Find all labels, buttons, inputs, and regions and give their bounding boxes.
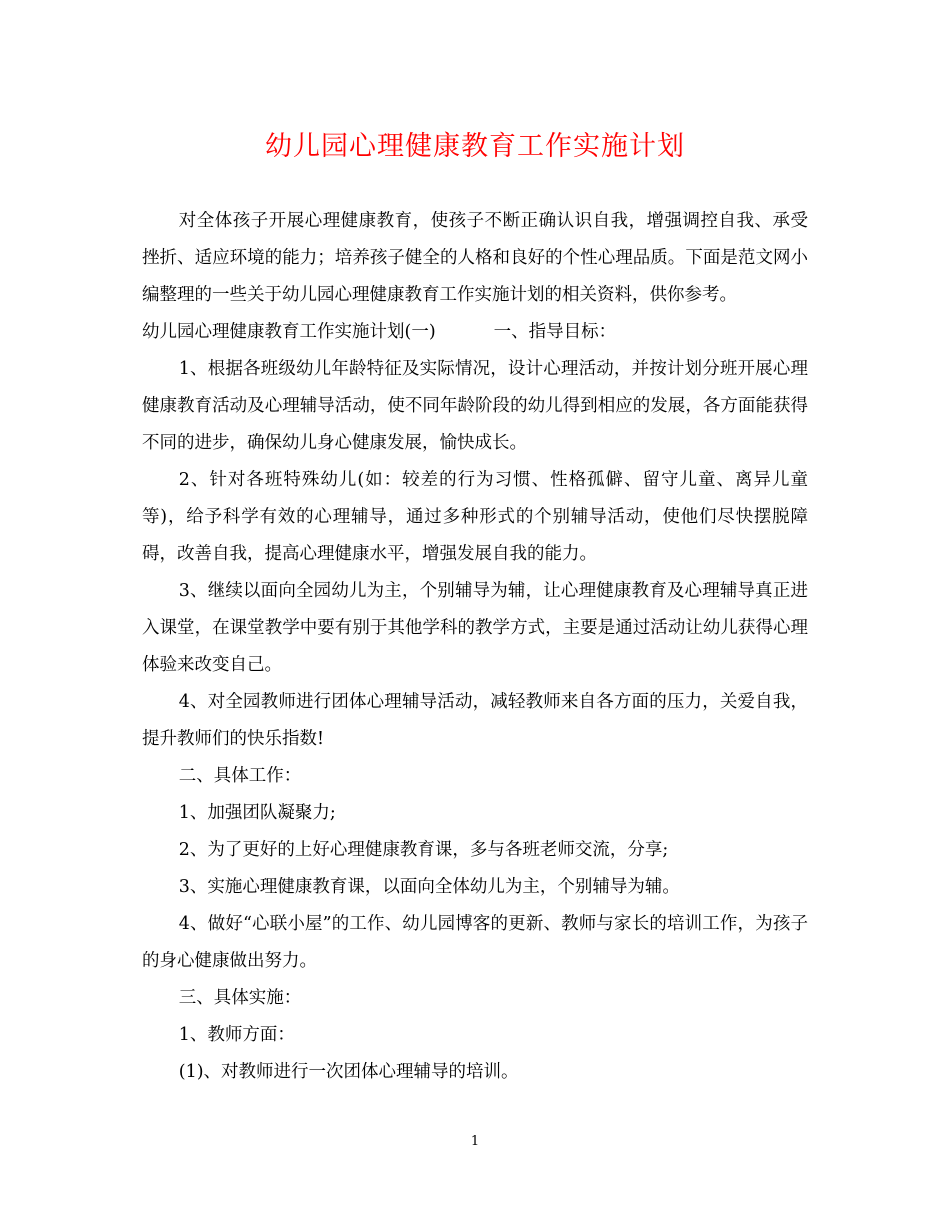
work-item: 1、加强团队凝聚力; — [178, 803, 336, 823]
section-heading-line — [142, 314, 808, 351]
goal-paragraph: 2、针对各班特殊幼儿(如：较差的行为习惯、性格孤僻、留守儿童、离异儿童等)，给予科学有效的心理辅导，通过多种形式的个别辅导活动，使他们尽快摆脱障碍，改善自我，提高心理健康水平，增强发展自我的能力。 — [142, 470, 808, 564]
document-title: 幼儿园心理健康教育工作实施计划 — [265, 131, 685, 162]
goal-paragraph: 3、继续以面向全园幼儿为主，个别辅导为辅，让心理健康教育及心理辅导真正进入课堂，在课堂教学中要有别于其他学科的教学方式，主要是通过活动让幼儿获得心理体验来改变自己。 — [142, 581, 808, 675]
goal-paragraph: 4、对全园教师进行团体心理辅导活动，减轻教师来自各方面的压力，关爱自我，提升教师们的快乐指数! — [142, 692, 808, 749]
work-item: 2、为了更好的上好心理健康教育课，多与各班老师交流，分享; — [178, 840, 669, 860]
goal-paragraph: 1、根据各班级幼儿年龄特征及实际情况，设计心理活动，并按计划分班开展心理健康教育活动及心理辅导活动，使不同年龄阶段的幼儿得到相应的发展，各方面能获得不同的进步，确保幼儿身心健康发展，愉快成长。 — [142, 359, 808, 453]
page-number: 1 — [470, 1134, 480, 1149]
work-item: 4、做好“心联小屋”的工作、幼儿园博客的更新、教师与家长的培训工作，为孩子的身心健康做出努力。 — [142, 914, 808, 971]
work-item: 3、实施心理健康教育课，以面向全体幼儿为主，个别辅导为辅。 — [178, 877, 680, 897]
teacher-heading: 1、教师方面： — [178, 1025, 295, 1045]
teacher-item: (1)、对教师进行一次团体心理辅导的培训。 — [178, 1062, 519, 1082]
intro-paragraph: 对全体孩子开展心理健康教育，使孩子不断正确认识自我，增强调控自我、承受挫折、适应环境的能力；培养孩子健全的人格和良好的个性心理品质。下面是范文网小编整理的一些关于幼儿园心理健康教育工作实施计划的相关资料，供你参考。 — [142, 211, 808, 305]
section-title: 幼儿园心理健康教育工作实施计划(一) — [142, 322, 436, 342]
section-subtitle: 一、指导目标： — [493, 322, 617, 342]
implement-heading: 三、具体实施： — [178, 988, 302, 1008]
document-body — [142, 203, 808, 1091]
work-heading: 二、具体工作： — [178, 766, 302, 786]
